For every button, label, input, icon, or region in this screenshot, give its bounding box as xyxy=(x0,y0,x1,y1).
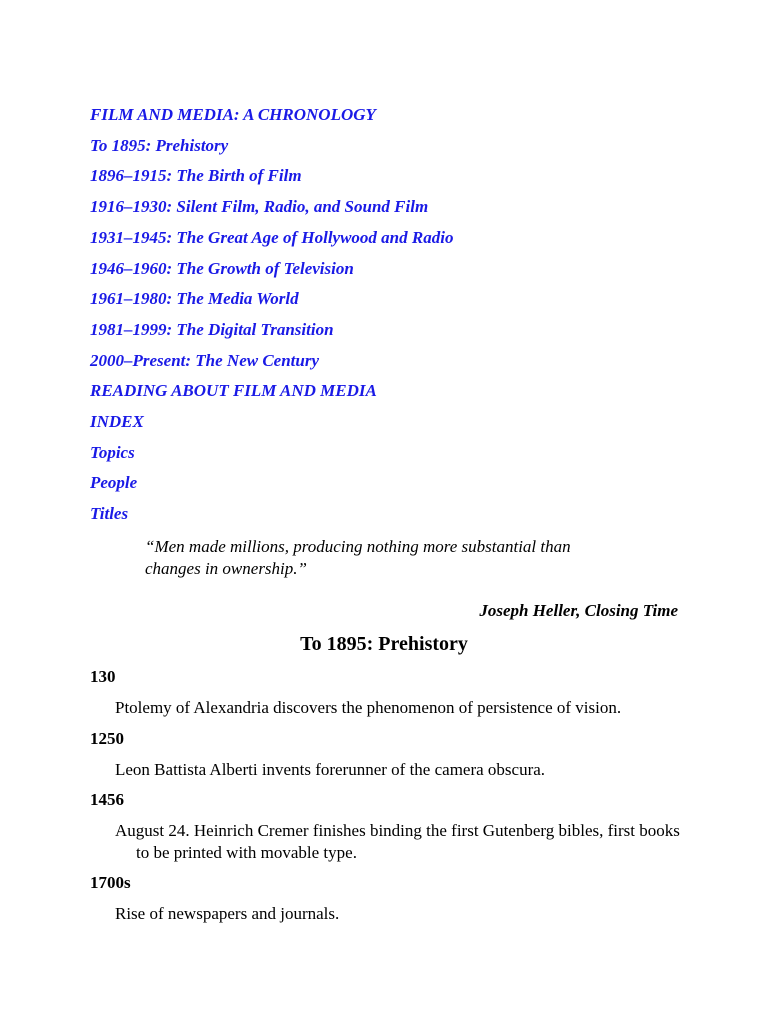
toc-link-topics[interactable]: Topics xyxy=(90,442,135,462)
list-item xyxy=(90,666,680,719)
epigraph-quote: “Men made millions, producing nothing more substantial than changes in ownership.” xyxy=(145,537,571,578)
toc-link-silent-film[interactable]: 1916–1930: Silent Film, Radio, and Sound Film xyxy=(90,197,429,217)
toc-link-titles[interactable]: Titles xyxy=(90,504,129,524)
toc-link-television[interactable]: 1946–1960: The Growth of Television xyxy=(90,258,354,278)
table-of-contents xyxy=(90,100,690,530)
toc-link-reading[interactable]: READING ABOUT FILM AND MEDIA xyxy=(90,381,377,401)
entry-year: 1700s xyxy=(90,873,131,892)
toc-link-digital-transition[interactable]: 1981–1999: The Digital Transition xyxy=(90,319,334,339)
toc-link-index[interactable]: INDEX xyxy=(90,412,144,432)
toc-link-prehistory[interactable]: To 1895: Prehistory xyxy=(90,135,229,155)
entry-text: Ptolemy of Alexandria discovers the phenomenon of persistence of vision. xyxy=(115,698,622,717)
toc-link-media-world[interactable]: 1961–1980: The Media World xyxy=(90,289,299,309)
entry-year: 1250 xyxy=(90,728,124,748)
list-item xyxy=(90,872,680,925)
toc-link-birth-of-film[interactable]: 1896–1915: The Birth of Film xyxy=(90,166,302,186)
toc-link-chronology[interactable]: FILM AND MEDIA: A CHRONOLOGY xyxy=(90,105,376,124)
list-item xyxy=(90,789,680,863)
list-item xyxy=(90,728,680,781)
epigraph-attribution: Joseph Heller, Closing Time xyxy=(479,601,678,620)
entry-text: August 24. Heinrich Cremer finishes binding the first Gutenberg bibles, first books to be printed with movable type. xyxy=(115,821,680,862)
chronology-entries xyxy=(90,666,680,934)
entry-year: 130 xyxy=(90,667,116,686)
toc-link-hollywood-radio[interactable]: 1931–1945: The Great Age of Hollywood and Radio xyxy=(90,227,454,247)
entry-text: Leon Battista Alberti invents forerunner of the camera obscura. xyxy=(115,759,546,779)
toc-link-new-century[interactable]: 2000–Present: The New Century xyxy=(90,350,320,370)
section-title: To 1895: Prehistory xyxy=(300,633,468,655)
entry-year: 1456 xyxy=(90,790,124,809)
toc-link-people[interactable]: People xyxy=(90,473,138,493)
entry-text: Rise of newspapers and journals. xyxy=(115,904,340,923)
